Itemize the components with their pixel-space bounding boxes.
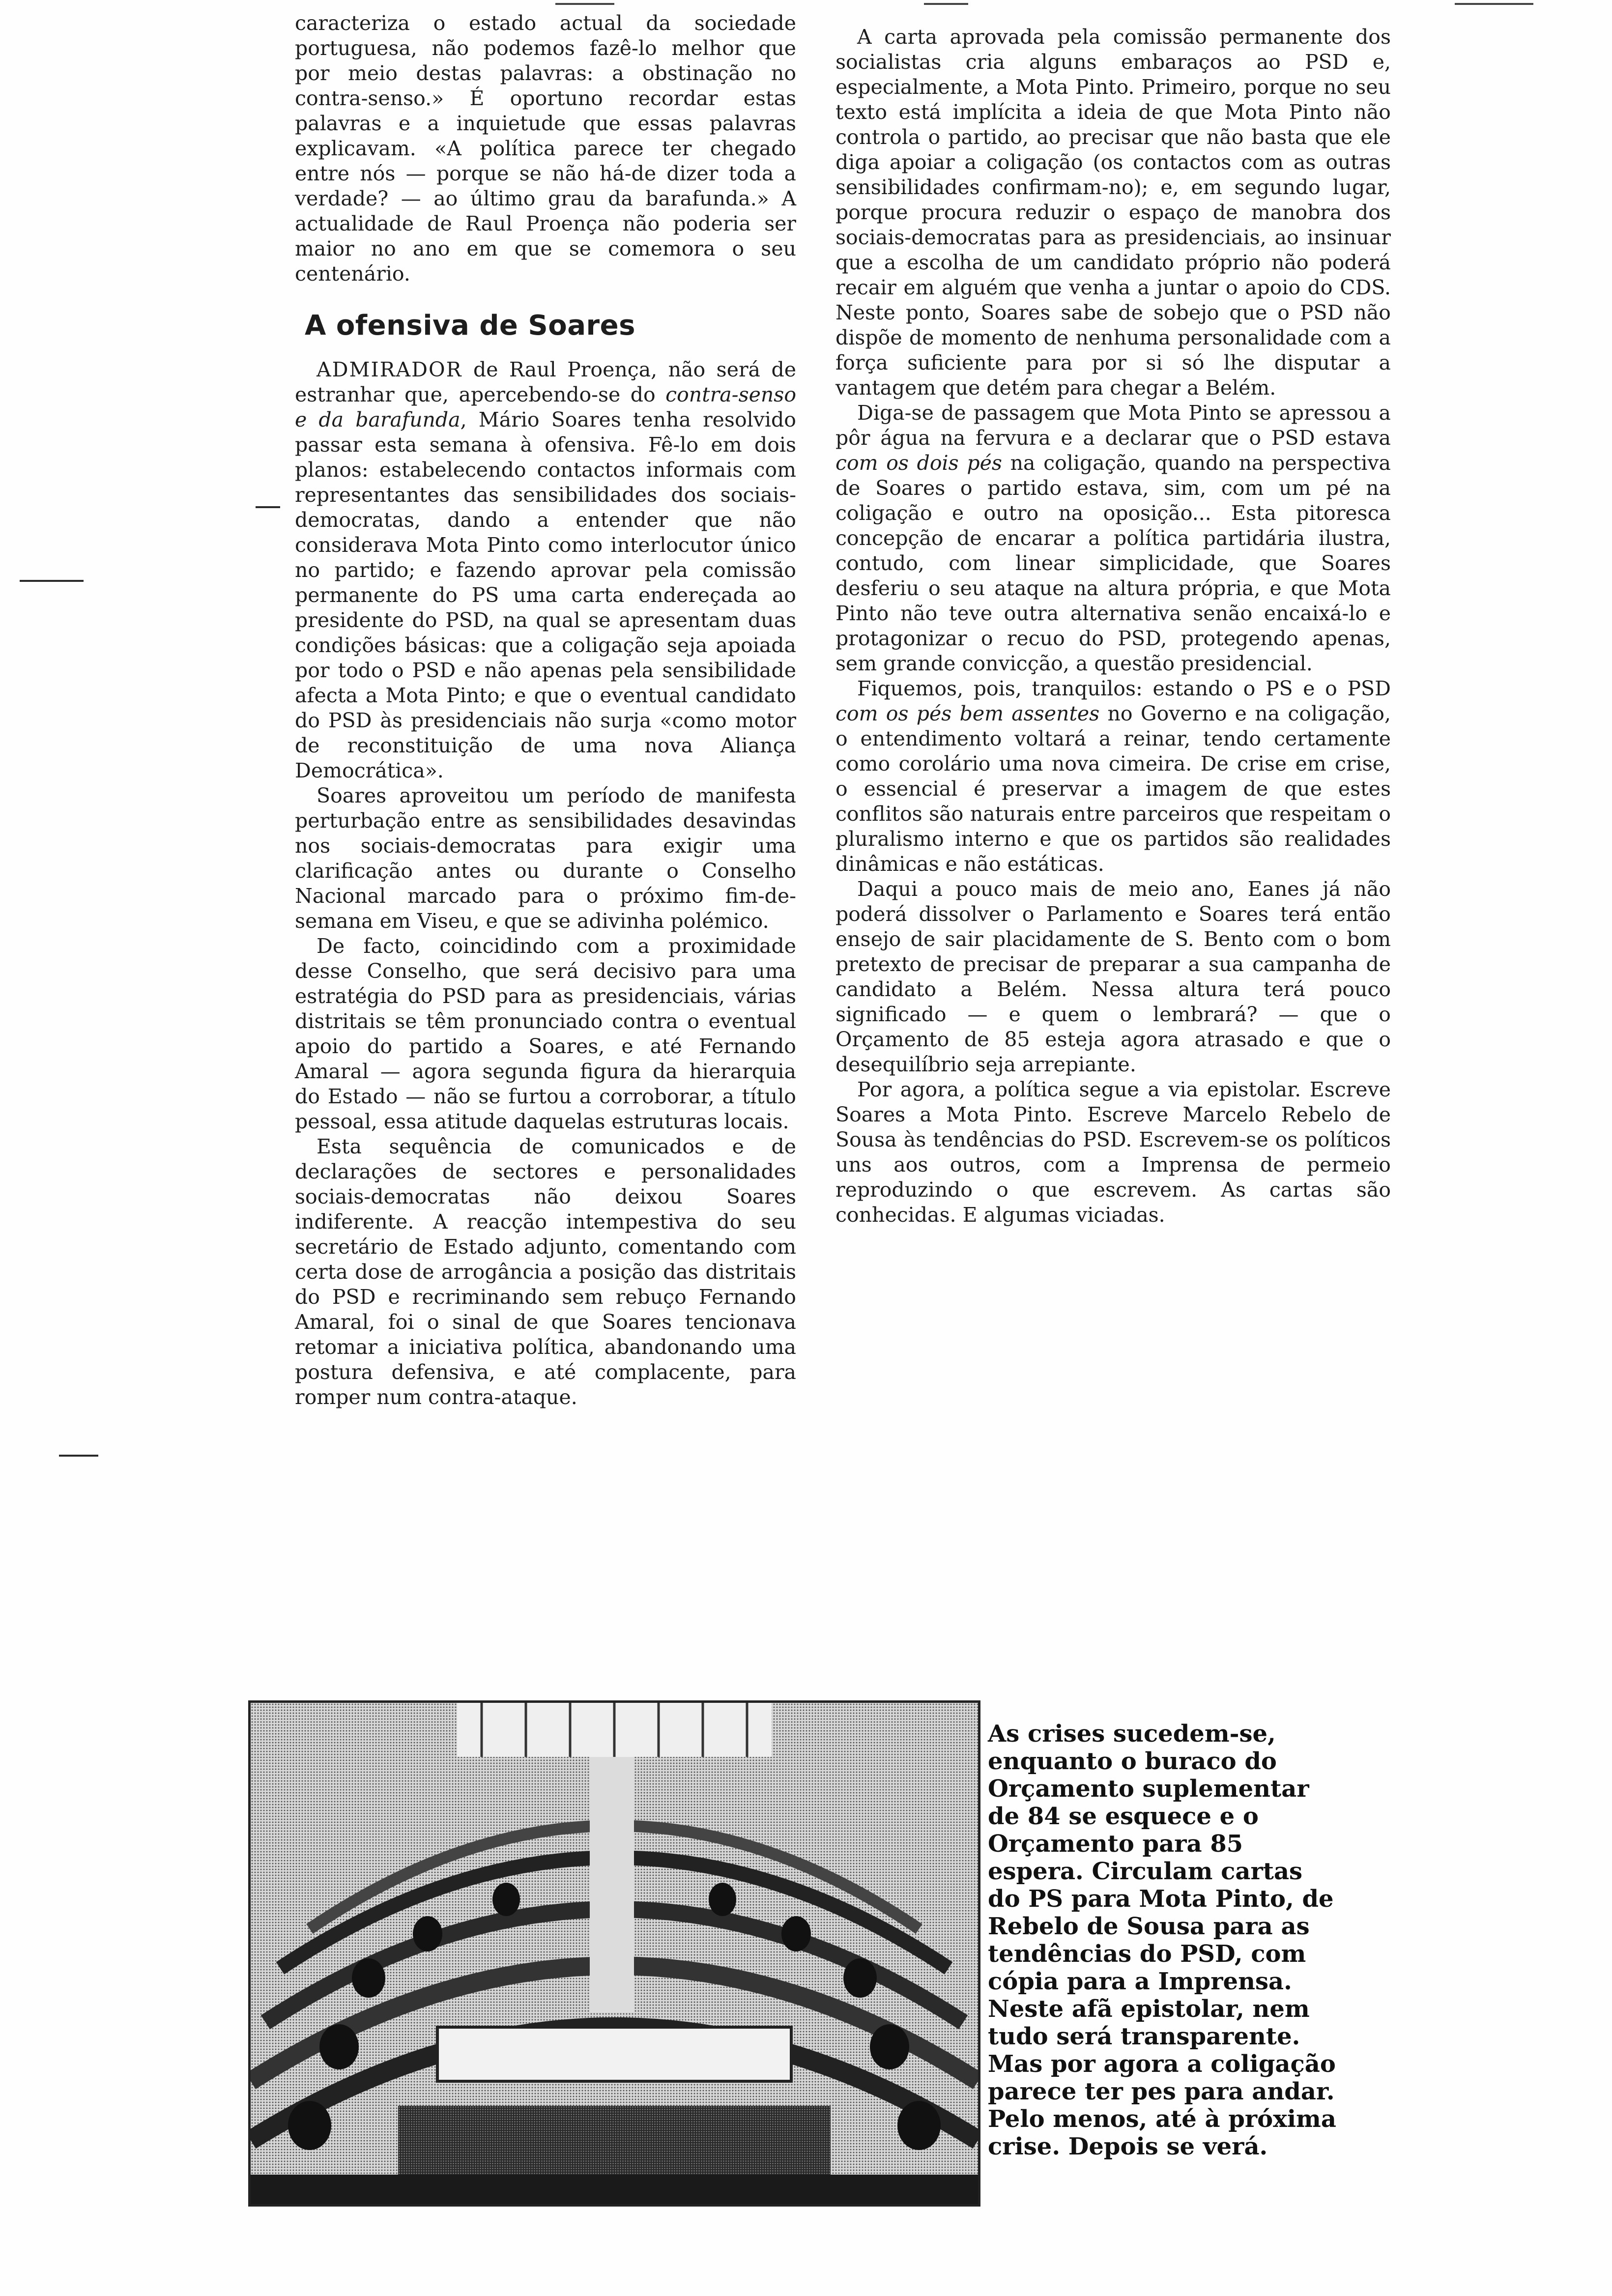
right-column-text	[835, 25, 1391, 1228]
top-rule-right	[924, 3, 968, 5]
paragraph-text: Esta sequência de comunicados e de declarações de sectores e personalidades sociais-democratas não deixou Soares indiferente. A reacção intempestiva do seu secretário de Estado adjunto, comentando com certa dose de arrogância a posição das distritais do PSD e recriminando sem rebuço Fernando Amaral, foi o sinal de que Soares tencionava retomar a iniciativa política, abandonando uma postura defensiva, e até complacente, para romper num contra-ataque.	[295, 1135, 796, 1409]
paragraph-text: contra-senso e da barafunda	[295, 383, 796, 431]
paragraph-text: de Raul Proença, não será de estranhar que, apercebendo-se do	[295, 358, 796, 406]
paragraph-text: na coligação, quando na perspectiva de Soares o partido estava, sim, com um pé na coligação e outro na oposição... Esta pitoresca concepção de encarar a política partidária ilustra, contudo, com linear simplicidade, que Soares desferiu o seu ataque na altura própria, e que Mota Pinto não teve outra alternativa senão encaixá-lo e protagonizar o recuo do PSD, protegendo apenas, sem grande convicção, a questão presidencial.	[835, 451, 1391, 675]
article-paragraph	[295, 1134, 796, 1410]
paragraph-text: A carta aprovada pela comissão permanente dos socialistas cria alguns embaraços ao PSD e, especialmente, a Mota Pinto. Primeiro, porque no seu texto está implícita a ideia de que Mota Pinto não controla o partido, ao precisar que não basta que ele diga apoiar a coligação (os contactos com as outras sensibilidades confirmam-no); e, em segundo lugar, porque procura reduzir o espaço de manobra dos sociais-democratas para as presidenciais, ao insinuar que a escolha de um candidato próprio não poderá recair em alguém que venha a juntar o apoio do CDS. Neste ponto, Soares sabe de sobejo que o PSD não dispõe de momento de nenhuma personalidade com a força suficiente para por si só lhe disputar a vantagem que detém para chegar a Belém.	[835, 25, 1391, 400]
section-heading: A ofensiva de Soares	[305, 310, 635, 342]
paragraph-text: , Mário Soares tenha resolvido passar esta semana à ofensiva. Fê-lo em dois planos: estabelecendo contactos informais com representantes das sensibilidades dos sociais-democratas, dando a entender que não considerava Mota Pinto como interlocutor único no partido; e fazendo aprovar pela comissão permanente do PS uma carta endereçada ao presidente do PSD, na qual se apresentam duas condições básicas: que a coligação seja apoiada por todo o PSD e não apenas pela sensibilidade afecta a Mota Pinto; e que o eventual candidato do PSD às presidenciais não surja «como motor de reconstituição de uma nova Aliança Democrática».	[295, 408, 796, 782]
article-paragraph	[835, 401, 1391, 676]
margin-mark	[20, 580, 84, 582]
article-paragraph	[835, 25, 1391, 401]
photo-caption: As crises sucedem-se, enquanto o buraco do Orçamento suplementar de 84 se esquece e o Orçamento para 85 espera. Circulam cartas do PS para Mota Pinto, de Rebelo de Sousa para as tendências do PSD, com cópia para a Imprensa. Neste afã epistolar, nem tudo será transparente. Mas por agora a coligação parece ter pes para andar. Pelo menos, até à próxima crise. Depois se verá.	[988, 1720, 1336, 2160]
top-rule-left	[555, 3, 614, 5]
paragraph-text: no Governo e na coligação, o entendimento voltará a reinar, tendo certamente como corolário uma nova cimeira. De crise em crise, o essencial é preservar a imagem de que estes conflitos são naturais entre parceiros que respeitam o pluralismo interno e que os partidos são realidades dinâmicas e não estáticas.	[835, 702, 1391, 876]
paragraph-text: ADMIRADOR	[317, 358, 462, 381]
article-paragraph: caracteriza o estado actual da sociedade portuguesa, não podemos fazê-lo melhor que por meio destas palavras: a obstinação no contra-senso.» É oportuno recordar estas palavras e a inquietude que essas palavras explicavam. «A política parece ter chegado entre nós — porque se não há-de dizer toda a verdade? — ao último grau da barafunda.» A actualidade de Raul Proença não poderia ser maior no ano em que se comemora o seu centenário.	[295, 11, 796, 286]
article-paragraph	[835, 877, 1391, 1077]
left-section-text	[295, 357, 796, 1410]
top-rule-far-right	[1455, 3, 1533, 5]
article-paragraph	[295, 783, 796, 934]
paragraph-text: Soares aproveitou um período de manifesta perturbação entre as sensibilidades desavindas nos sociais-democratas para exigir uma clarificação antes ou durante o Conselho Nacional marcado para o próximo fim-de-semana em Viseu, e que se adivinha polémico.	[295, 784, 796, 933]
paragraph-text: Diga-se de passagem que Mota Pinto se apressou a pôr água na fervura e a declarar que o PSD estava	[835, 401, 1391, 450]
paragraph-text: com os pés bem assentes	[835, 702, 1100, 725]
paragraph-text: De facto, coincidindo com a proximidade desse Conselho, que será decisivo para uma estratégia do PSD para as presidenciais, várias distritais se têm pronunciado contra o eventual apoio do partido a Soares, e até Fernando Amaral — agora segunda figura da hierarquia do Estado — não se furtou a corroborar, a título pessoal, essa atitude daquelas estruturas locais.	[295, 934, 796, 1133]
paragraph-text: Por agora, a política segue a via epistolar. Escreve Soares a Mota Pinto. Escreve Marcelo Rebelo de Sousa às tendências do PSD. Escrevem-se os políticos uns aos outros, com a Imprensa de permeio reproduzindo o que escrevem. As cartas são conhecidas. E algumas viciadas.	[835, 1078, 1391, 1227]
article-paragraph	[835, 1077, 1391, 1228]
left-opening-text	[295, 11, 796, 287]
article-paragraph	[295, 934, 796, 1134]
article-paragraph	[835, 676, 1391, 877]
margin-mark	[59, 1455, 98, 1457]
paragraph-text: Fiquemos, pois, tranquilos: estando o PS e o PSD	[857, 677, 1391, 700]
margin-mark	[256, 506, 280, 508]
article-right-column	[835, 25, 1391, 1228]
paragraph-text: Daqui a pouco mais de meio ano, Eanes já não poderá dissolver o Parlamento e Soares terá então ensejo de sair placidamente de S. Bento com o bom pretexto de precisar de preparar a sua campanha de candidato a Belém. Nessa altura terá pouco significado — e quem o lembrará? — que o Orçamento de 85 esteja agora atrasado e que o desequilíbrio seja arrepiante.	[835, 877, 1391, 1076]
article-left-column	[295, 11, 796, 1410]
paragraph-text: com os dois pés	[835, 451, 1002, 475]
parliament-photo	[248, 1700, 980, 2207]
article-paragraph	[295, 357, 796, 783]
parliament-photo-image	[251, 1703, 978, 2204]
